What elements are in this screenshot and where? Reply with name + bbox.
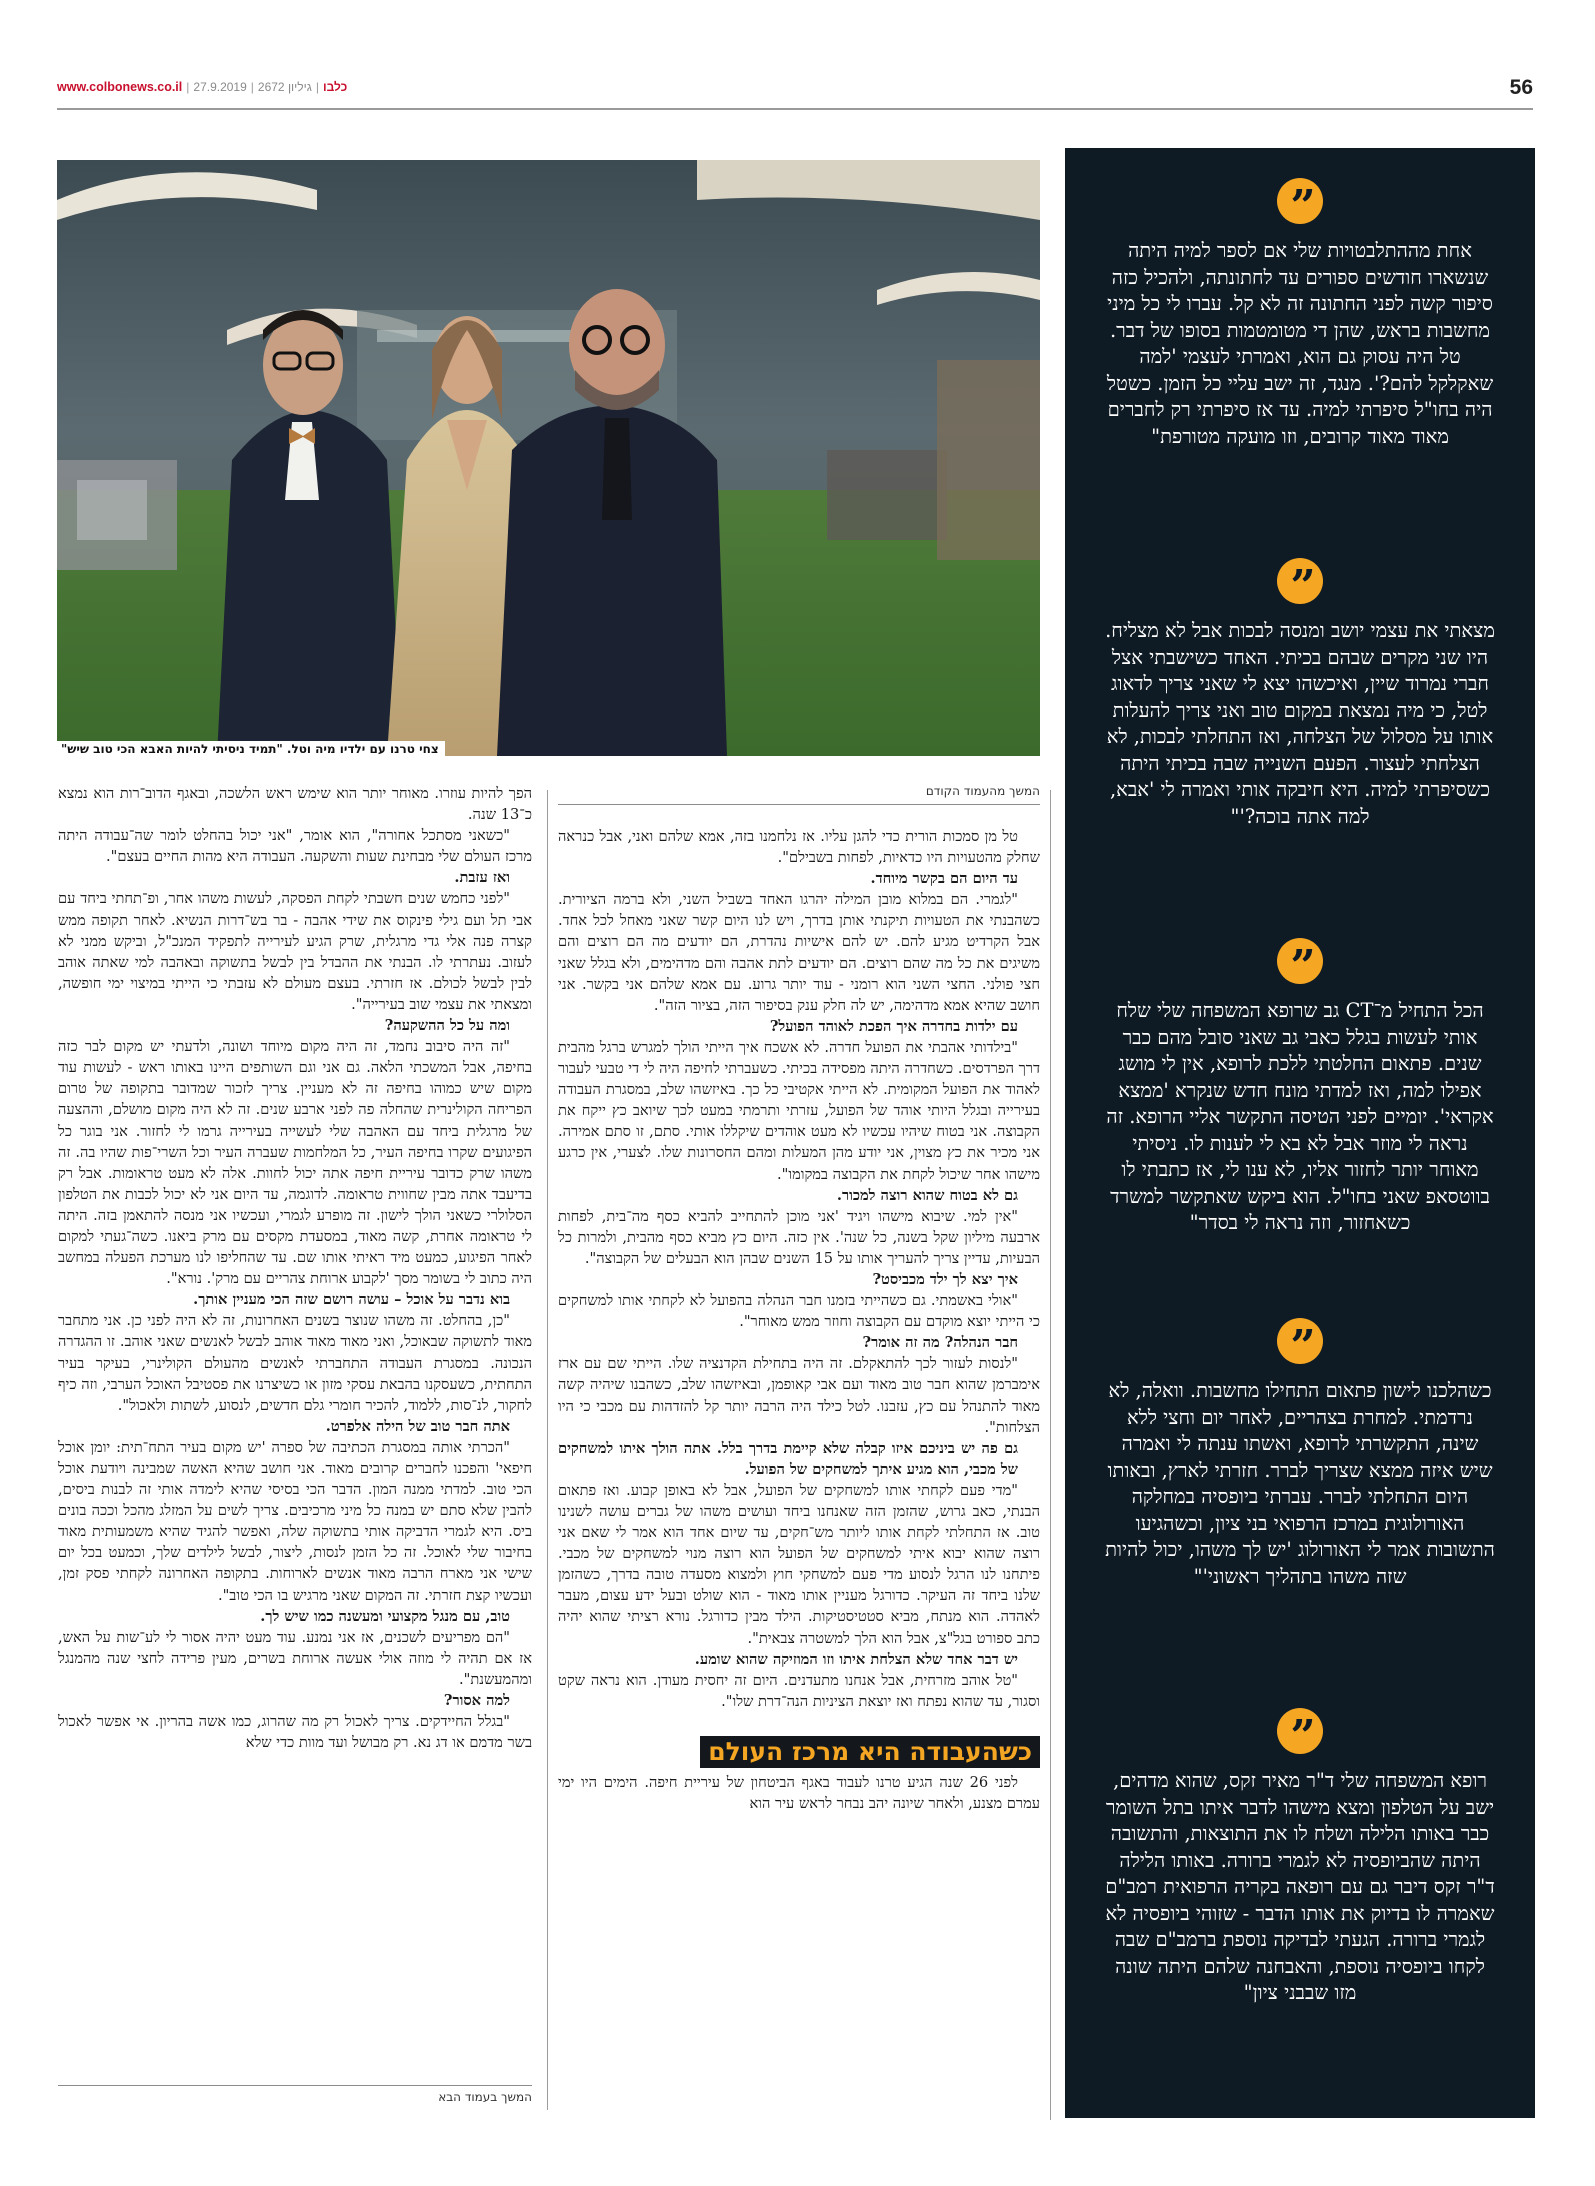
article-paragraph: לפני 26 שנה הגיע טרנו לעבוד באגף הביטחון של עיריית חיפה. הימים היו ימי עמרם מצנע, ולאחר שיונה יהב נבחר לראש עיר הוא	[558, 1773, 1040, 1813]
article-paragraph: "אולי באשמתי. גם כשהייתי בזמנו חבר הנהלה בהפועל לא לקחתי אותו למשחקים כי הייתי יוצא מוקדם עם הקבוצה וחוזר ממש מאוחר".	[558, 1292, 1040, 1331]
pull-quote-text: מצאתי את עצמי יושב ומנסה לבכות אבל לא מצליח. היו שני מקרים שבהם בכיתי. האחד כשישבתי אצל חברי נמרוד שיין, ואיכשהו יצא לי שאני צריך לדאוג לטל, כי מיה נמצאת במקום טוב ואני צריך להעלות אותו על מסלול של הצלחה, ואז התחלתי לבכות, לא הצלחתי לעצור. הפעם השנייה שבה בכיתי היתה כשסיפרתי למיה. היא חיבקה אותי ואמרה לי 'אבא, למה אתה בוכה?'"	[1105, 619, 1495, 828]
patio-furniture	[827, 450, 947, 540]
article-paragraph: "לפני כחמש שנים חשבתי לקחת הפסקה, לעשות משהו אחר, ופ־תחתי ביחד עם אבי תל ועם גילי פינקוס את שידי אהבה - בר בש־דרות הנשיא. לאחר תקופה ממש קצרה פנה אלי גדי מרגלית, שרק הגיע לעירייה לתפקיד המנכ"ל, וביקש ממני לא לעזוב. נעתרתי לו. הבנתי את ההבדל בין לבשל בתשוקה ובאהבה למי שאתה אוהב לבין לבשל לכולם. אז חזרתי. בעצם מעולם לא עזבתי כי הייתי במיצוי ימי חופשה, ומצאתי את עצמי שוב בעירייה".	[58, 890, 532, 1013]
interview-question: עד היום הם בקשר מיוחד.	[870, 870, 1018, 888]
quote-icon	[1277, 1708, 1323, 1762]
page-header	[57, 76, 1533, 110]
interview-question: למה אסור?	[443, 1692, 510, 1710]
article-paragraph: הפך להיות עוזרו. מאוחר יותר הוא שימש ראש הלשכה, ובאגף הדוב־רות הוא נמצא כ־13 שנה.	[58, 785, 532, 824]
pull-quote-text: הכל התחיל מ־CT גב שרופא המשפחה שלי שלח אותי לעשות בגלל כאבי גב שאני סובל מהם כבר שנים. פתאום החלטתי ללכת לרופא, אין לי מושג אפילו למה, ואז למדתי מונח חדש שנקרא 'ממצא אקראי'. יומיים לפני הטיסה התקשר אליי הרופא. זה נראה לי מוזר אבל לא בא לי לענות לו. ניסיתי מאוחר יותר לחזור אליו, לא ענו לי, אז כתבתי לו בווטסאפ שאני בחו"ל. הוא ביקש שאתקשר למשרד כשאחזור, וזה נראה לי בסדר"	[1106, 999, 1494, 1234]
quote-mark-glyph: ”	[1290, 1711, 1310, 1762]
article-paragraph: "כשאני מסתכל אחורה", הוא אומר, "אני יכול בהחלט לומר שה־עבודה היתה מרכז העולם שלי מבחינת שעות והשקעה. העבודה היא מהות החיים בעצם".	[58, 827, 532, 866]
pull-quote	[1065, 558, 1535, 830]
quote-icon	[1277, 558, 1323, 612]
interview-question: ואז עזבת.	[454, 869, 510, 887]
brand-name: כלבו	[322, 80, 348, 94]
pull-quote-text: אחת מההתלבטויות שלי אם לספר למיה היתה שנשארו חודשים ספורים עד לחתונתה, ולהכיל כזה סיפור קשה לפני החתונה זה לא קל. עברו לי כל מיני מחשבות בראש, שהן די מטומטמות בסופו של דבר. טל היה עסוק גם הוא, ואמרתי לעצמי 'למה שאקלקל להם?'. מנגד, זה ישב עליי כל הזמן. כשטל היה בחו"ל סיפרתי למיה. עד אז סיפרתי רק לחברים מאוד מאוד קרובים, וזו מועקה מטורפת"	[1106, 239, 1494, 448]
interview-question: יש דבר אחד שלא הצלחת איתו וזו המוזיקה שהוא שומע.	[694, 1650, 1018, 1668]
continued-from-label: המשך מהעמוד הקודם	[558, 784, 1040, 805]
header-divider	[57, 108, 1533, 110]
article-paragraph: "מדי פעם לקחתי אותו למשחקים של הפועל, אבל לא באופן קבוע. ואז פתאום הבנתי, כאב גרוש, שהזמן הזה שאנחנו ביחד ועושים משהו של גברים עושה לשנינו טוב. אז התחלתי לקחת אותו ליותר מש־חקים, עד שיום אחד הוא אמר לי שאם אני רוצה שהוא יבוא איתי למשחקים של הפועל הוא רוצה מנוי למשחקים של מכבי. פיתחנו לנו הרגל לנסוע מדי פעם למשחקי חוץ ולמצוא מסעדה טובה בדרך, כשהזמן שלנו ביחד זה העיקר. כדורגל מעניין אותו מאוד - הוא שולט ובעל ידע עצום, מעבר לאהדה. הוא מנתח, מביא סטטיסטיקות. הילד מבין כדורגל. נורא רציתי שהוא יהיה כתב ספורט בגל"צ, אבל הוא הלך למשטרה צבאית".	[558, 1481, 1040, 1647]
pull-quote	[1065, 938, 1535, 1237]
page-number: 56	[1509, 76, 1533, 99]
interview-question: אתה חבר טוב של הילה אלפרט.	[325, 1417, 510, 1435]
issue-date: 27.9.2019	[193, 80, 247, 94]
quote-icon	[1277, 1318, 1323, 1372]
column-divider	[547, 790, 548, 2110]
pull-quote	[1065, 178, 1535, 450]
interview-question: עם ילדות בחדרה איך הפכת לאוהד הפועל?	[769, 1017, 1018, 1035]
separator: |	[315, 80, 319, 94]
interview-question: טוב, עם מנגל מקצועי ומעשנה כמו שיש לך.	[260, 1607, 510, 1625]
quote-mark-glyph: ”	[1290, 561, 1310, 612]
quote-mark-glyph: ”	[1290, 941, 1310, 992]
article-paragraph: "הם מפריעים לשכנים, אז אני נמנע. עוד מעט יהיה אסור לי לע־שות על האש, אז אם תהיה לי מוזה אולי אעשה ארוחת בשרים, מעין פרידה לחצי שנה מהמנגל ומהמעשנת".	[58, 1628, 532, 1688]
article-paragraph: טל מן סמכות הורית כדי להגן עליו. אז נלחמנו בזה, אמא שלהם ואני, אבל כנראה שחלק מהטעויות היו כדאיות, לפחות בשבילם".	[558, 828, 1040, 867]
quote-mark-glyph: ”	[1290, 181, 1310, 232]
article-paragraph: "זה היה סיבוב נחמד, זה היה מקום מיוחד ושונה, ולדעתי יש מקום לבר כזה בחיפה, אבל המשכתי הלאה. גם אני וגם השותפים היינו באותו ראש - לעשות עוד מקום שיש כמוהו בחיפה זה לא מעניין. צריך לזכור שמדובר בתקופה של טרום הפריחה הקולינרית שהחלה פה לפני ארבע שנים. זה לא היה מקום מושלם, וההצעה של מרגלית ביחד עם האהבה שלי לעשייה בעירייה גרמו לי לחזור. אני בוגר כל הפיגועים שקרו בחיפה העיר, כל המלחמות שעברה העיר וכל השרי־פות שהיו בה. זה משהו שרק כדובר עיריית חיפה אתה יכול לחוות. אלה לא מעט טראומות. אבל רק בדיעבד אתה מבין שחווית טראומה. לדוגמה, עד היום אני לא יכול לכבות את הטלפון הסלולרי כשאני הולך לישון. זה מופרע לגמרי, ועכשיו אני מנסה להתאמן בזה. היתה לי טראומה אחרת, קשה מאוד, במסעדת מקסים עם מרק ביאנו. כשה־געתי למקום לאחר הפיגוע, כמעט מיד ראיתי אותו שם. עד שהחליפו לנו מערכת הפעלה במחשב היה כתוב לי בשומר מסך 'לקבוע ארוחת צהריים עם מרק'. נורא".	[58, 1038, 532, 1288]
photo-caption: צחי טרנו עם ילדיו מיה וטל. "תמיד ניסיתי להיות האבא הכי טוב שיש"	[57, 741, 445, 758]
continued-next-label: המשך בעמוד הבא	[58, 2085, 532, 2104]
interview-question: גם פה יש ביניכם איזו קבלה שלא קיימת בדרך בלל. אתה הולך איתו למשחקים של מכבי, הוא מגיע איתך למשחקים של הפועל.	[558, 1439, 1018, 1478]
issue-number: גיליון 2672	[257, 80, 312, 94]
article-paragraph: "הכרתי אותה במסגרת הכתיבה של ספרה 'יש מקום בעיר התח־תית: יומן אוכל חיפאי' והפכנו לחברים קרובים מאוד. אני חושב שהיא האשה שמבינה ויודעת אוכל הכי טוב. למדתי ממנה המון. הדבר הכי בסיסי שהיא לימדה אותי זה לבנות ביסים, להבין שלא סתם יש במנה כל מיני מרכיבים. צריך לשים על המזלג מהכל וככה בונים ביס. היא לגמרי הדביקה אותי בתשוקה שלה, ואפשר להגיד שהיא משמעותית מאוד בחיבור שלי לאוכל. זה כל הזמן לנסות, ליצור, לבשל לילדים שלך, וכמעט בכל יום שישי אני מארח הרבה מאוד אנשים לארוחות. בתקופה האחרונה לקחתי פסק זמן, ועכשיו קצת חזרתי. זה המקום שאני מרגיש בו הכי טוב".	[58, 1438, 532, 1604]
tree-trunk	[937, 360, 1040, 560]
section-subheading: כשהעבודה היא מרכז העולם	[700, 1736, 1040, 1768]
pull-quote-text: כשהלכנו לישון פתאום התחילו מחשבות. וואלה, לא נרדמתי. למחרת בצהריים, לאחר יום וחצי ללא שינה, התקשרתי לרופא, ואשתו ענתה לי ואמרה שיש איזה ממצא שצריך לברר. חזרתי לארץ, ובאותו היום התחלתי לברר. עברתי ביופסיה במחלקה האורולוגית במרכז הרפואי בני ציון, וכשהגיעו התשובות אמר לי האורולוג 'יש לך משהו, יכול להיות שזה משהו בתהליך ראשוני'"	[1105, 1379, 1495, 1588]
article-paragraph: "כן, בהחלט. זה משהו שנוצר בשנים האחרונות, זה לא היה לפני כן. אני מתחבר מאוד לתשוקה שבאוכל, ואני מאוד מאוד אוהב לבשל לאנשים שאני אוהב. זו ההגדרה הנכונה. במסגרת העבודה התחברתי לאנשים מהעולם הקולינרי, בעיקר בעיר התחתית, כשעסקנו בהבאת עסקי מזון או כשיצרנו את פסטיבל האוכל הערבי, וזה כיף לחקור, לנ־סות, ללמוד, להכיר חומרי גלם חדשים, לנסוע, לשתות ולאכול".	[58, 1312, 532, 1414]
patio-chairs	[77, 480, 147, 540]
article-paragraph: "בילדותי אהבתי את הפועל חדרה. לא אשכח איך הייתי הולך למגרש ברגל מהבית דרך הפרדסים. כשחדרה היתה מפסידה בכיתי. כשעברתי לחיפה היה לי די טבעי לעבור לאהוד את הפועל המקומית. לא הייתי אקטיבי כל כך. באיזשהו שלב, במסגרת העבודה בעירייה ובגלל היותי אוהד של הפועל, עזרתי ותרמתי במעט לכך שיואב כץ ייקח את הקבוצה. אני בטוח שיהיו עכשיו לא מעט אוהדים שיקללו אותי. סתם, זו סתם אמירה. אני מכיר את כץ מצוין, אני יודע מהן המעלות ומהם החסרונות שלו. לצערי, אין כרגע מישהו אחר שיכול לקחת את הקבוצה במקומו".	[558, 1038, 1040, 1183]
quote-icon	[1277, 178, 1323, 232]
article-paragraph: "טל אוהב מזרחית, אבל אנחנו מתעדנים. היום זה יחסית מעודן. הוא נראה שקט וסגור, עד שהוא נפתח ואז יוצאת הציניות הנה־דרת שלו".	[558, 1671, 1040, 1710]
quote-icon	[1277, 938, 1323, 992]
separator: |	[186, 80, 190, 94]
pull-quote-sidebar	[1065, 148, 1535, 2118]
publication-meta	[57, 80, 347, 94]
pull-quote	[1065, 1708, 1535, 2007]
article-photo	[57, 160, 1040, 756]
quote-mark-glyph: ”	[1290, 1321, 1310, 1372]
interview-question: ומה על כל ההשקעה?	[384, 1017, 510, 1035]
column-divider	[1050, 790, 1051, 2120]
separator: |	[250, 80, 254, 94]
article-paragraph: "בגלל החיידקים. צריך לאכול רק מה שהרוג, כמו אשה בהריון. אי אפשר לאכול בשר מדמם או דג נא. רק מבושל ועד מוות כדי שלא	[58, 1713, 532, 1752]
article-column-left	[58, 783, 532, 1753]
interview-question: בוא נדבר על אוכל – עושה רושם שזה הכי מעניין אותך.	[193, 1291, 510, 1309]
article-column-right	[558, 826, 1040, 1814]
pull-quote	[1065, 1318, 1535, 1590]
subheading-wrapper	[558, 1712, 1040, 1772]
interview-question: גם לא בטוח שהוא רוצה למכור.	[836, 1186, 1018, 1204]
pull-quote-text: רופא המשפחה שלי ד"ר מאיר זקס, שהוא מדהים, ישב על הטלפון ומצא מישהו לדבר איתו בתל השומר כבר באותו הלילה ושלח לו את התוצאות, והתשובה היתה שהביופסיה לא לגמרי ברורה. באותו הלילה ד"ר זקס דיבר גם עם רופאה בקריה הרפואית רמב"ם שאמרה לו בדיוק את אותו הדבר - שזוהי ביופסיה לא לגמרי ברורה. הגעתי לבדיקה נוספת ברמב"ם שבה לקחו ביופסיה נוספת, והאבחנה שלהם היתה שונה מזו שבבני ציון"	[1105, 1769, 1495, 2004]
article-paragraph: "אין למי. שיבוא מישהו ויגיד 'אני מוכן להתחייב להביא כסף מה־בית, לפחות ארבעה מיליון שקל בשנה, כל שנה'. אין כזה. היום כץ מביא כסף מהבית, ולמרות כל הבעיות, עדיין צריך להעריך אותו על 15 השנים שבהן הוא הבעלים של הקבוצה".	[558, 1207, 1040, 1267]
article-paragraph: "לנסות לעזור לכך להתאקלם. זה היה בתחילת הקדנציה שלו. הייתי שם עם ארז אימברמן שהוא חבר טוב מאוד ועם אבי קאופמן, ובאיזשהו שלב, כשהבנו שיהיה קשה מאוד להתנהל עם כץ, עזבנו. לטל כילד היה הרבה יותר קל להזדהות עם מכבי כי היו הצלחות".	[558, 1355, 1040, 1436]
article-paragraph: "לגמרי. הם במלוא מובן המילה יהרגו האחד בשביל השני, ולא ברמה הציורית. כשהבנתי את הטעויות תיקנתי אותן בדרך, ויש לנו היום קשר שאני מאחל לכל אחד. אבל הקרדיט מגיע להם. יש להם אישיות נהדרת, הם יודעים מה הם רוצים והם משיגים את כל מה שהם רוצים. הם יודעים לתת אהבה והם מדהימים, ולא בגלל שאני חצי פולני. החצי השני הוא רומני - עוד יותר גרוע. עם אמא שלהם אני בקשר. אני חושב שהיא אמא מדהימה, יש לה חלק ענק בסיפור הזה, בציור הזה".	[558, 891, 1040, 1014]
site-url[interactable]: www.colbonews.co.il	[57, 80, 183, 94]
interview-question: חבר הנהלה? מה זה אומר?	[862, 1334, 1018, 1352]
interview-question: איך יצא לך ילד מכביסט?	[872, 1270, 1018, 1288]
photo-illustration	[57, 160, 1040, 756]
